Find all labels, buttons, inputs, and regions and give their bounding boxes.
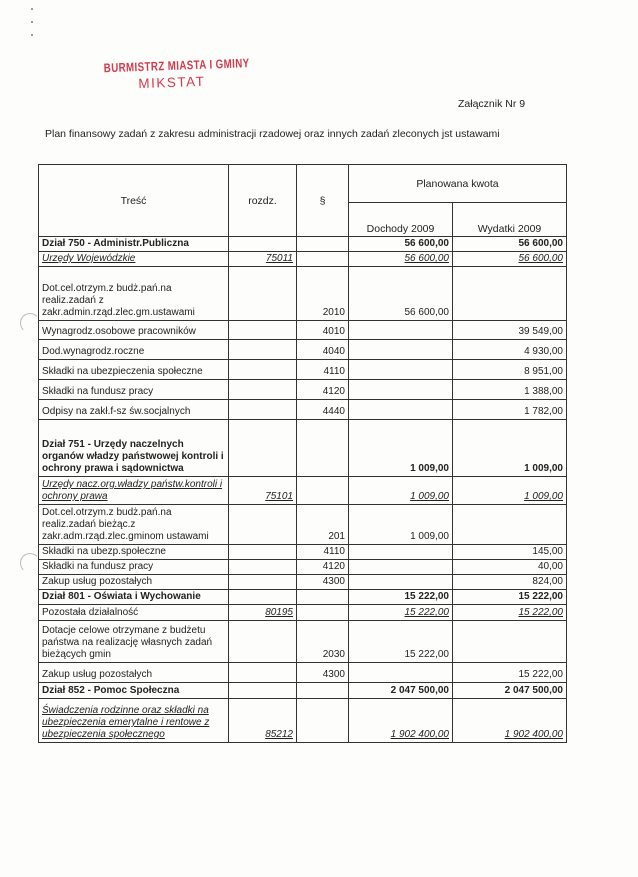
cell-income (349, 321, 453, 340)
cell-income (349, 621, 453, 663)
cell-rozdz (229, 267, 297, 321)
cell-paragraph-text: 4110 (323, 546, 345, 557)
cell-expenses-text: 8 951,00 (524, 366, 563, 377)
cell-income (349, 477, 453, 505)
cell-expenses (453, 560, 567, 575)
cell-expenses (453, 505, 567, 545)
cell-paragraph (297, 360, 349, 380)
table-row (39, 621, 567, 663)
cell-rozdz (229, 321, 297, 340)
cell-income-text: 1 009,00 (410, 491, 449, 502)
cell-paragraph (297, 605, 349, 621)
punch-hole-top (20, 313, 40, 333)
stamp-line-2: MIKSTAT (138, 73, 206, 92)
table-row (39, 420, 567, 477)
cell-expenses (453, 420, 567, 477)
cell-rozdz (229, 360, 297, 380)
cell-income-text: 1 902 400,00 (390, 729, 449, 740)
cell-paragraph (297, 663, 349, 683)
cell-expenses-text: 15 222,00 (518, 669, 563, 680)
cell-tresc (39, 252, 229, 267)
cell-tresc (39, 321, 229, 340)
cell-income (349, 605, 453, 621)
cell-tresc-text: Świadczenia rodzinne oraz składki na ubezpieczenia emerytalne i rentowe z ubezpieczenia społecznego (42, 705, 210, 740)
cell-expenses (453, 321, 567, 340)
table-row (39, 400, 567, 420)
cell-income (349, 360, 453, 380)
cell-paragraph-text: 4110 (323, 366, 345, 377)
scan-marks (31, 8, 37, 48)
cell-expenses-text: 1 009,00 (524, 491, 563, 502)
cell-tresc-text: Składki na ubezpieczenia społeczne (42, 366, 203, 377)
cell-rozdz (229, 477, 297, 505)
cell-tresc-text: Dział 852 - Pomoc Społeczna (42, 685, 180, 696)
financial-plan-table (38, 164, 567, 743)
cell-income (349, 683, 453, 699)
cell-rozdz (229, 400, 297, 420)
punch-hole-bottom (20, 553, 40, 573)
mayor-stamp (104, 55, 292, 93)
cell-paragraph-text: 201 (328, 531, 345, 542)
cell-tresc (39, 267, 229, 321)
cell-income (349, 252, 453, 267)
header-planned-amount: Planowana kwota (349, 165, 567, 203)
table-row (39, 267, 567, 321)
cell-tresc-text: Dział 750 - Administr.Publiczna (42, 238, 189, 249)
cell-rozdz (229, 545, 297, 560)
cell-tresc-text: Pozostała działalność (42, 607, 139, 618)
cell-income (349, 663, 453, 683)
cell-expenses (453, 545, 567, 560)
cell-paragraph (297, 267, 349, 321)
cell-rozdz (229, 420, 297, 477)
cell-expenses (453, 575, 567, 590)
table-row (39, 575, 567, 590)
cell-tresc (39, 505, 229, 545)
cell-tresc (39, 400, 229, 420)
cell-expenses (453, 252, 567, 267)
cell-tresc (39, 420, 229, 477)
cell-expenses (453, 590, 567, 605)
cell-rozdz (229, 252, 297, 267)
cell-expenses (453, 400, 567, 420)
cell-expenses-text: 824,00 (532, 576, 563, 587)
cell-expenses (453, 340, 567, 360)
table-body (39, 237, 567, 743)
cell-tresc-text: Wynagrodz.osobowe pracowników (42, 326, 196, 337)
cell-paragraph (297, 560, 349, 575)
cell-expenses-text: 40,00 (537, 561, 563, 572)
cell-tresc (39, 663, 229, 683)
table-row (39, 321, 567, 340)
table-row (39, 360, 567, 380)
cell-income (349, 340, 453, 360)
table-row (39, 560, 567, 575)
cell-tresc (39, 560, 229, 575)
cell-tresc (39, 545, 229, 560)
cell-expenses-text: 4 930,00 (524, 346, 563, 357)
cell-paragraph (297, 699, 349, 743)
table-row (39, 380, 567, 400)
cell-tresc (39, 237, 229, 252)
cell-tresc (39, 590, 229, 605)
table-row (39, 590, 567, 605)
cell-income (349, 545, 453, 560)
cell-tresc (39, 575, 229, 590)
cell-expenses-text: 2 047 500,00 (504, 685, 563, 696)
cell-expenses (453, 237, 567, 252)
table-row (39, 545, 567, 560)
cell-income (349, 560, 453, 575)
cell-income (349, 699, 453, 743)
cell-rozdz-text: 75101 (265, 491, 293, 502)
cell-expenses (453, 621, 567, 663)
table-row (39, 605, 567, 621)
cell-income (349, 400, 453, 420)
cell-paragraph-text: 4120 (322, 561, 345, 572)
cell-expenses-text: 1 388,00 (524, 386, 563, 397)
cell-paragraph (297, 505, 349, 545)
cell-paragraph (297, 420, 349, 477)
cell-paragraph-text: 4440 (322, 406, 345, 417)
cell-paragraph (297, 477, 349, 505)
header-expenses: Wydatki 2009 (453, 203, 567, 237)
cell-expenses-text: 1 009,00 (524, 463, 563, 474)
cell-tresc-text: Dod.wynagrodz.roczne (42, 346, 145, 357)
cell-tresc (39, 360, 229, 380)
cell-paragraph (297, 683, 349, 699)
header-income: Dochody 2009 (349, 203, 453, 237)
cell-rozdz (229, 237, 297, 252)
cell-rozdz (229, 605, 297, 621)
cell-tresc-text: Urzędy Wojewódzkie (42, 253, 136, 264)
cell-income-text: 56 600,00 (404, 238, 449, 249)
cell-rozdz (229, 560, 297, 575)
header-tresc: Treść (39, 165, 229, 237)
cell-expenses-text: 56 600,00 (518, 238, 563, 249)
header-rozdz: rozdz. (229, 165, 297, 237)
cell-tresc-text: Dział 751 - Urzędy naczelnych organów władzy państwowej kontroli i ochrony prawa i sądownictwa (42, 439, 224, 474)
cell-rozdz-text: 75011 (265, 253, 293, 264)
cell-paragraph-text: 4010 (322, 326, 345, 337)
cell-income (349, 380, 453, 400)
cell-tresc-text: Dot.cel.otrzym.z budż.pań.na realiz.zadań bieżąc.z zakr.adm.rząd.zlec.gminom ustawami (42, 507, 209, 542)
cell-tresc-text: Urzędy nacz.org.władzy państw.kontroli i ochrony prawa (42, 479, 223, 502)
cell-income-text: 56 600,00 (404, 253, 449, 264)
cell-income (349, 575, 453, 590)
cell-rozdz (229, 505, 297, 545)
cell-expenses (453, 605, 567, 621)
cell-expenses-text: 39 549,00 (518, 326, 563, 337)
cell-rozdz-text: 80195 (265, 607, 293, 618)
table-row (39, 477, 567, 505)
cell-rozdz (229, 699, 297, 743)
cell-paragraph (297, 545, 349, 560)
cell-expenses (453, 267, 567, 321)
cell-rozdz (229, 590, 297, 605)
cell-rozdz (229, 340, 297, 360)
cell-paragraph-text: 4300 (322, 576, 345, 587)
cell-expenses (453, 663, 567, 683)
cell-rozdz (229, 683, 297, 699)
cell-tresc (39, 380, 229, 400)
cell-expenses-text: 1 902 400,00 (504, 729, 563, 740)
cell-tresc-text: Dotacje celowe otrzymane z budżetu państwa na realizację własnych zadań bieżących gmin (42, 625, 213, 660)
cell-income-text: 56 600,00 (404, 307, 449, 318)
table-row (39, 505, 567, 545)
cell-expenses (453, 699, 567, 743)
cell-paragraph (297, 590, 349, 605)
table-row (39, 340, 567, 360)
cell-paragraph (297, 621, 349, 663)
cell-income-text: 2 047 500,00 (390, 685, 449, 696)
cell-expenses (453, 683, 567, 699)
header-paragraph: § (297, 165, 349, 237)
cell-paragraph-text: 4300 (322, 669, 345, 680)
cell-paragraph-text: 2030 (322, 649, 345, 660)
cell-rozdz (229, 575, 297, 590)
cell-expenses (453, 360, 567, 380)
cell-tresc (39, 683, 229, 699)
cell-tresc-text: Odpisy na zakł.f-sz św.socjalnych (42, 406, 191, 417)
cell-tresc-text: Składki na fundusz pracy (42, 386, 154, 397)
cell-income (349, 267, 453, 321)
cell-rozdz (229, 380, 297, 400)
cell-paragraph (297, 380, 349, 400)
annex-label: Załącznik Nr 9 (458, 98, 526, 110)
cell-expenses (453, 477, 567, 505)
table-row (39, 699, 567, 743)
cell-tresc-text: Dot.cel.otrzym.z budż.pań.na realiz.zadań z zakr.admin.rząd.zlec.gm.ustawami (42, 283, 195, 318)
table-row (39, 252, 567, 267)
cell-paragraph (297, 252, 349, 267)
cell-rozdz (229, 663, 297, 683)
cell-expenses (453, 380, 567, 400)
cell-tresc (39, 477, 229, 505)
cell-paragraph (297, 340, 349, 360)
cell-paragraph-text: 2010 (322, 307, 345, 318)
document-title: Plan finansowy zadań z zakresu administracji rzadowej oraz innych zadań zleconych jst ustawami (45, 128, 500, 140)
cell-tresc (39, 605, 229, 621)
cell-income (349, 237, 453, 252)
cell-rozdz (229, 621, 297, 663)
table-row (39, 683, 567, 699)
cell-income-text: 15 222,00 (404, 649, 449, 660)
cell-income (349, 420, 453, 477)
cell-tresc (39, 699, 229, 743)
cell-paragraph (297, 400, 349, 420)
cell-paragraph-text: 4040 (322, 346, 345, 357)
cell-rozdz-text: 85212 (265, 729, 293, 740)
cell-tresc-text: Zakup usług pozostałych (42, 669, 153, 680)
cell-income-text: 1 009,00 (410, 463, 449, 474)
cell-income-text: 15 222,00 (404, 591, 449, 602)
cell-expenses-text: 15 222,00 (518, 591, 563, 602)
cell-paragraph (297, 321, 349, 340)
cell-expenses-text: 1 782,00 (524, 406, 563, 417)
stamp-line-1: BURMISTRZ MIASTA I GMINY (103, 56, 250, 76)
cell-income-text: 15 222,00 (404, 607, 449, 618)
cell-expenses-text: 15 222,00 (518, 607, 563, 618)
cell-tresc-text: Dział 801 - Oświata i Wychowanie (42, 591, 201, 602)
cell-tresc (39, 621, 229, 663)
table-row (39, 237, 567, 252)
cell-income (349, 505, 453, 545)
cell-expenses-text: 56 600,00 (518, 253, 563, 264)
cell-tresc-text: Zakup usług pozostałych (42, 576, 153, 587)
cell-tresc-text: Składki na ubezp.społeczne (42, 546, 166, 557)
cell-tresc (39, 340, 229, 360)
cell-expenses-text: 145,00 (532, 546, 563, 557)
cell-income (349, 590, 453, 605)
table-row (39, 663, 567, 683)
cell-income-text: 1 009,00 (410, 531, 449, 542)
cell-paragraph (297, 575, 349, 590)
cell-paragraph-text: 4120 (322, 386, 345, 397)
cell-tresc-text: Składki na fundusz pracy (42, 561, 154, 572)
cell-paragraph (297, 237, 349, 252)
